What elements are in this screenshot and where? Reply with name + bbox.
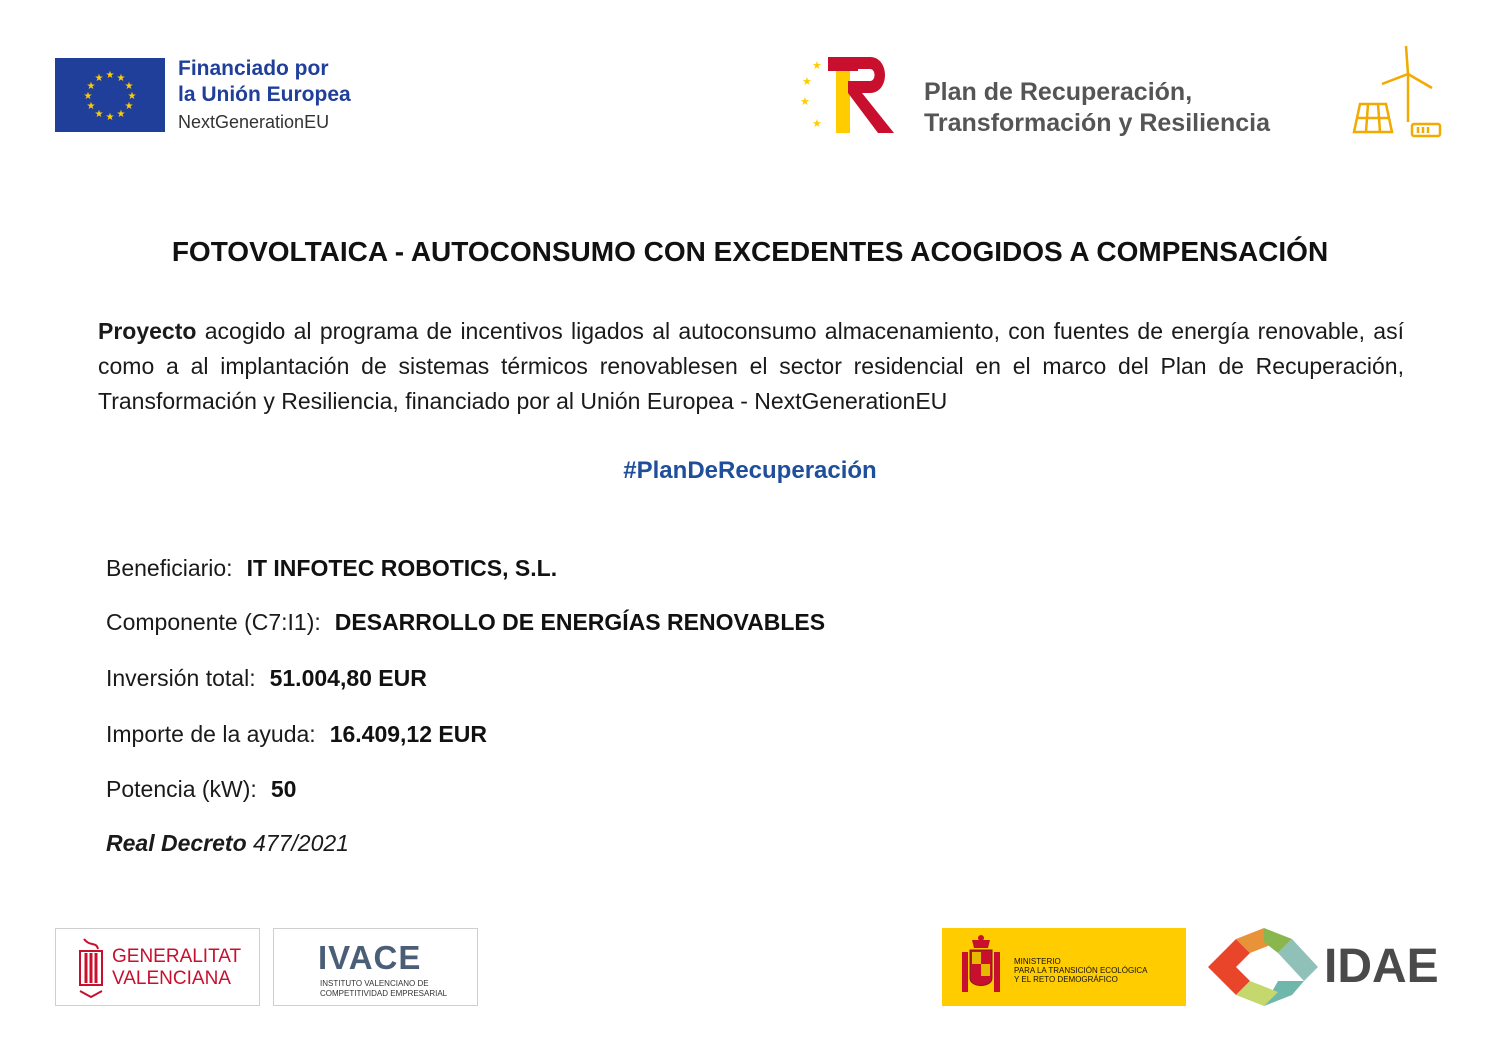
intro-text: acogido al programa de incentivos ligados al autoconsumo almacenamiento, con fuentes de energía renovable, así como a al implantación de sistemas térmicos renovablesen el sector residencial en el marco del Plan de Recuperación, Transformación y Resiliencia, financiado por al Unión Europea - NextGenerationEU xyxy=(98,318,1404,414)
detail-value: IT INFOTEC ROBOTICS, S.L. xyxy=(246,555,558,581)
wind-solar-icon xyxy=(1346,44,1446,140)
detail-label: Componente (C7:I1): xyxy=(106,609,321,635)
eu-funding-text xyxy=(178,56,351,136)
decreto-value: 477/2021 xyxy=(246,830,349,856)
detail-label: Inversión total: xyxy=(106,665,256,691)
svg-text:★: ★ xyxy=(86,81,96,92)
eu-line-1: Financiado por xyxy=(178,57,329,80)
svg-text:★: ★ xyxy=(116,73,126,84)
detail-value: 51.004,80 EUR xyxy=(269,665,427,691)
svg-text:★: ★ xyxy=(802,75,812,88)
detail-label: Potencia (kW): xyxy=(106,776,257,802)
generalitat-valenciana-logo xyxy=(55,928,260,1006)
mitreco-line-3: Y EL RETO DEMOGRÁFICO xyxy=(1014,975,1118,984)
gv-crest-icon xyxy=(76,937,106,999)
idae-logo xyxy=(1206,926,1450,1008)
detail-row-potencia xyxy=(106,776,296,803)
idae-mark-icon xyxy=(1206,926,1320,1008)
ministerio-logo xyxy=(942,928,1186,1006)
svg-text:★: ★ xyxy=(105,70,115,81)
intro-paragraph xyxy=(98,314,1404,419)
detail-row-componente xyxy=(106,609,825,636)
svg-text:★: ★ xyxy=(812,117,822,130)
svg-text:★: ★ xyxy=(83,91,93,102)
prtr-logo-icon xyxy=(798,55,903,135)
prtr-text xyxy=(924,77,1270,139)
eu-flag-icon xyxy=(55,58,165,132)
ivace-sub-2: COMPETITIVIDAD EMPRESARIAL xyxy=(320,989,448,998)
ivace-name: IVACE xyxy=(318,939,422,976)
idae-name: IDAE xyxy=(1324,940,1439,993)
detail-row-inversion xyxy=(106,665,427,692)
detail-row-beneficiario xyxy=(106,555,557,582)
detail-value: DESARROLLO DE ENERGÍAS RENOVABLES xyxy=(334,609,826,635)
svg-text:★: ★ xyxy=(124,81,134,92)
svg-text:★: ★ xyxy=(105,112,115,123)
mitreco-line-2: PARA LA TRANSICIÓN ECOLÓGICA xyxy=(1014,966,1148,975)
ivace-logo xyxy=(273,928,478,1006)
detail-value: 50 xyxy=(270,776,297,802)
svg-text:★: ★ xyxy=(800,95,810,108)
real-decreto xyxy=(106,830,349,857)
svg-text:★: ★ xyxy=(86,101,96,112)
decreto-label: Real Decreto xyxy=(106,830,247,856)
detail-row-ayuda xyxy=(106,721,487,748)
svg-text:★: ★ xyxy=(812,59,822,72)
gv-line-1: GENERALITAT xyxy=(112,946,242,967)
detail-label: Beneficiario: xyxy=(106,555,233,581)
page-title: FOTOVOLTAICA - AUTOCONSUMO CON EXCEDENTES ACOGIDOS A COMPENSACIÓN xyxy=(171,236,1329,267)
mitreco-line-1: MINISTERIO xyxy=(1014,957,1061,966)
svg-text:★: ★ xyxy=(94,109,104,120)
eu-line-2: la Unión Europea xyxy=(178,83,351,106)
svg-text:★: ★ xyxy=(116,109,126,120)
prtr-line-1: Plan de Recuperación, xyxy=(924,78,1193,106)
intro-lead: Proyecto xyxy=(98,318,197,344)
spain-coat-of-arms-icon xyxy=(958,934,1004,1000)
gv-line-2: VALENCIANA xyxy=(112,968,231,989)
detail-value: 16.409,12 EUR xyxy=(329,721,487,747)
svg-text:★: ★ xyxy=(127,91,137,102)
svg-text:★: ★ xyxy=(94,73,104,84)
hashtag: #PlanDeRecuperación xyxy=(623,457,877,484)
ivace-sub-1: INSTITUTO VALENCIANO DE xyxy=(320,979,429,988)
detail-label: Importe de la ayuda: xyxy=(106,721,316,747)
prtr-line-2: Transformación y Resiliencia xyxy=(924,109,1270,137)
eu-line-3: NextGenerationEU xyxy=(178,112,330,132)
svg-text:★: ★ xyxy=(124,101,134,112)
